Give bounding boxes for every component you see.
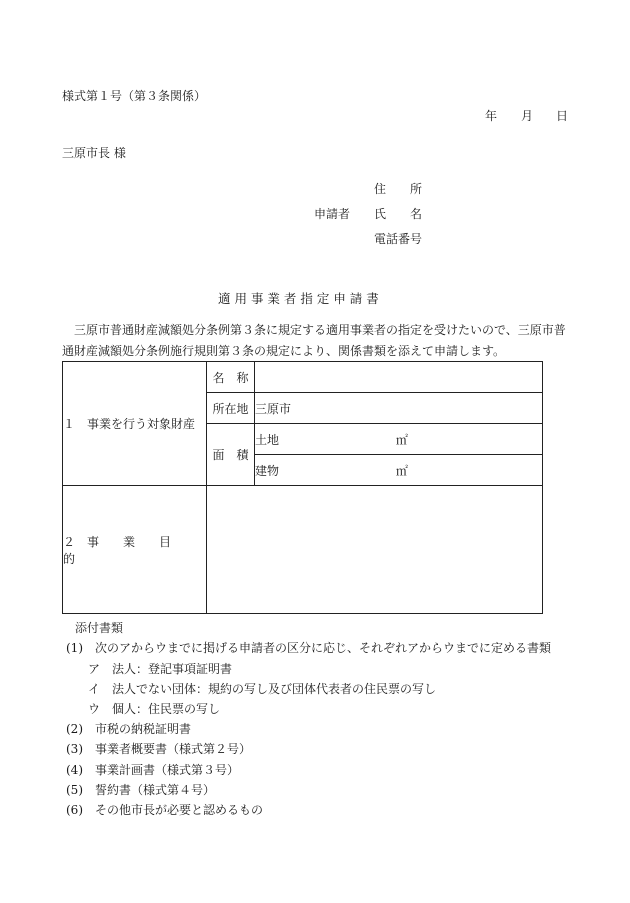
- application-table: [62, 361, 543, 614]
- table-row: [63, 486, 543, 614]
- purpose-label: ２ 事 業 目 的: [63, 486, 207, 614]
- property-label: １ 事業を行う対象財産: [63, 362, 207, 486]
- phone-label: 電話番号: [374, 232, 423, 246]
- body-text-line2: 通財産減額処分条例施行規則第３条の規定により、関係書類を添えて申請します。: [62, 344, 506, 358]
- attachment-subitem: ア 法人：登記事項証明書: [88, 662, 233, 676]
- building-unit: ㎡: [395, 463, 408, 478]
- date-day-label: 日: [556, 109, 569, 123]
- attachment-subitem: ウ 個人：住民票の写し: [88, 702, 221, 716]
- area-cell-label: 面 積: [207, 424, 255, 486]
- land-label: 土地: [255, 432, 280, 447]
- body-text-line1: 三原市普通財産減額処分条例第３条に規定する適用事業者の指定を受けたいので、三原市普: [62, 323, 566, 337]
- land-area-field[interactable]: [255, 424, 543, 455]
- land-unit: ㎡: [395, 432, 408, 447]
- attachments-heading: 添付書類: [75, 621, 124, 635]
- date-month-label: 月: [521, 109, 534, 123]
- table-row: [63, 362, 543, 393]
- location-cell-label: 所在地: [207, 393, 255, 424]
- attachment-item: (3) 事業者概要書（様式第２号）: [66, 742, 251, 756]
- name-value[interactable]: [255, 362, 543, 393]
- building-label: 建物: [255, 463, 280, 478]
- name-cell-label: 名 称: [207, 362, 255, 393]
- attachment-item: (6) その他市長が必要と認めるもの: [66, 803, 263, 817]
- form-number: 様式第１号（第３条関係）: [62, 89, 207, 103]
- location-value[interactable]: 三原市: [255, 393, 543, 424]
- attachment-item: (4) 事業計画書（様式第３号）: [66, 763, 239, 777]
- name-label: 氏 名: [374, 207, 423, 221]
- attachment-item: (5) 誓約書（様式第４号）: [66, 783, 215, 797]
- purpose-value[interactable]: [207, 486, 543, 614]
- attachment-subitem: イ 法人でない団体：規約の写し及び団体代表者の住民票の写し: [88, 682, 437, 696]
- applicant-role-label: 申請者: [314, 207, 351, 221]
- attachment-item: (2) 市税の納税証明書: [66, 722, 191, 736]
- building-area-field[interactable]: [255, 455, 543, 486]
- address-label: 住 所: [374, 182, 423, 196]
- document-title: 適 用 事 業 者 指 定 申 請 書: [218, 291, 379, 306]
- addressee: 三原市長 様: [62, 146, 126, 160]
- attachment-item: (1) 次のアからウまでに掲げる申請者の区分に応じ、それぞれアからウまでに定める書類: [66, 641, 552, 655]
- date-year-label: 年: [485, 109, 498, 123]
